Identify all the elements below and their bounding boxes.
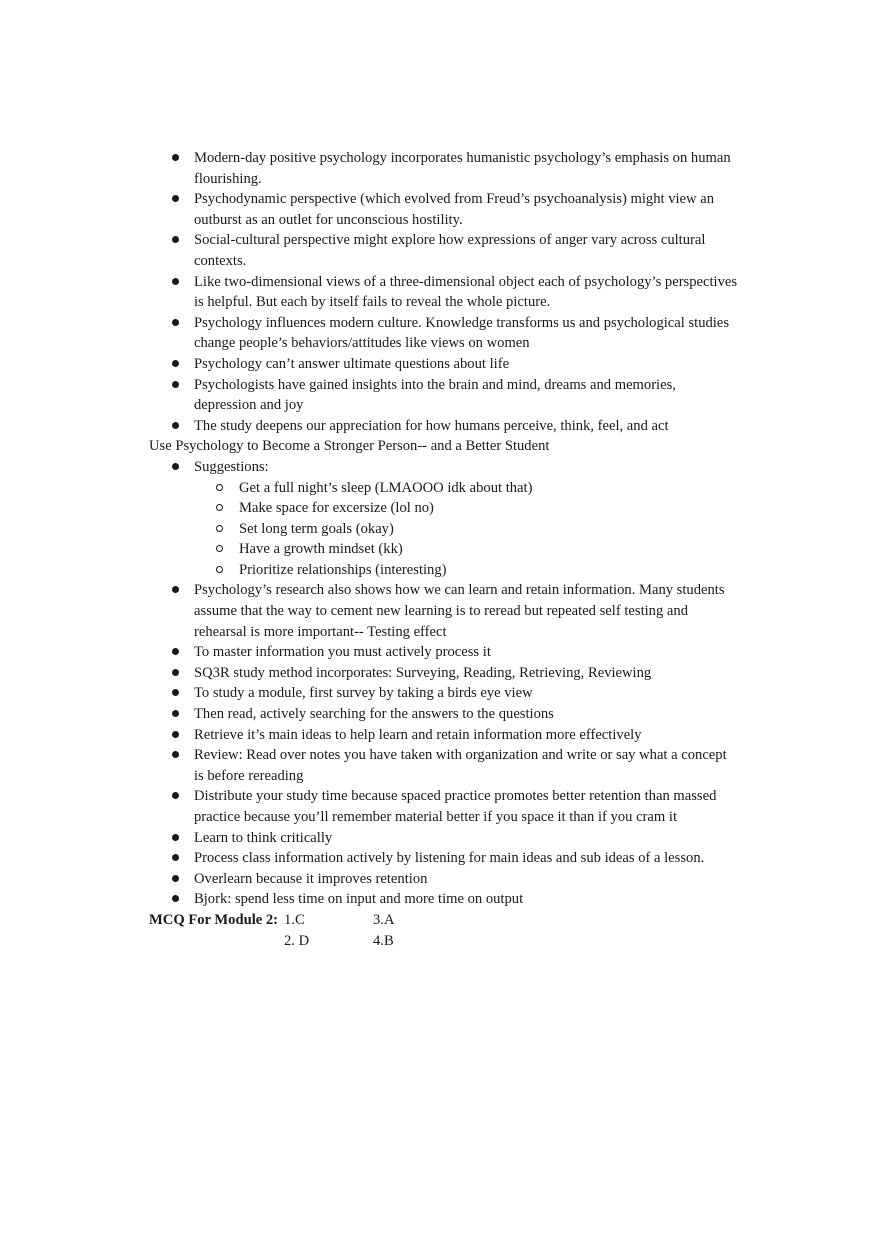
sub-list-item: Have a growth mindset (kk) xyxy=(149,539,739,560)
section-heading: Use Psychology to Become a Stronger Person-- and a Better Student xyxy=(149,438,550,455)
list-item: Overlearn because it improves retention xyxy=(149,869,739,890)
list-item: Psychology’s research also shows how we can learn and retain information. Many students assume that the way to cement new learning is to reread but repeated self testing and rehearsal is more important-- Testing effect xyxy=(149,580,739,642)
mcq-answer: 4.B xyxy=(373,932,394,949)
list-item: Process class information actively by listening for main ideas and sub ideas of a lesson. xyxy=(149,848,739,869)
mcq-answer: 3.A xyxy=(373,911,395,928)
suggestions-sublist xyxy=(194,478,739,581)
list-item: Modern-day positive psychology incorporates humanistic psychology’s emphasis on human flourishing. xyxy=(149,148,739,189)
list-item: Bjork: spend less time on input and more time on output xyxy=(149,889,739,910)
list-item-suggestions xyxy=(149,457,739,581)
mcq-answer: 2. D xyxy=(284,932,310,949)
list-item: Like two-dimensional views of a three-dimensional object each of psychology’s perspectives is helpful. But each by itself fails to reveal the whole picture. xyxy=(149,272,739,313)
list-item: Psychology can’t answer ultimate questions about life xyxy=(149,354,739,375)
bullet-list-study xyxy=(149,457,739,910)
list-item: Social-cultural perspective might explore how expressions of anger vary across cultural contexts. xyxy=(149,230,739,271)
list-item: SQ3R study method incorporates: Surveying, Reading, Retrieving, Reviewing xyxy=(149,663,739,684)
list-item: Distribute your study time because spaced practice promotes better retention than massed practice because you’ll remember material better if you space it than if you cram it xyxy=(149,786,739,827)
mcq-answers xyxy=(149,910,739,952)
list-item: Learn to think critically xyxy=(149,828,739,849)
mcq-label: MCQ For Module 2: xyxy=(149,911,279,928)
list-item: Psychodynamic perspective (which evolved from Freud’s psychoanalysis) might view an outburst as an outlet for unconscious hostility. xyxy=(149,189,739,230)
sub-list-item: Get a full night’s sleep (LMAOOO idk about that) xyxy=(149,478,739,499)
list-item: To study a module, first survey by taking a birds eye view xyxy=(149,683,739,704)
list-item: Review: Read over notes you have taken with organization and write or say what a concept is before rereading xyxy=(149,745,739,786)
suggestions-label: Suggestions: xyxy=(194,458,269,475)
sub-list-item: Make space for excersize (lol no) xyxy=(149,498,739,519)
sub-list-item: Set long term goals (okay) xyxy=(149,519,739,540)
bullet-list-perspectives xyxy=(149,148,739,436)
sub-list-item: Prioritize relationships (interesting) xyxy=(149,560,739,581)
list-item: Psychology influences modern culture. Knowledge transforms us and psychological studies change people’s behaviors/attitudes like views on women xyxy=(149,313,739,354)
list-item: Psychologists have gained insights into the brain and mind, dreams and memories, depression and joy xyxy=(149,375,739,416)
notes-content xyxy=(149,148,739,952)
mcq-answer: 1.C xyxy=(284,911,305,928)
list-item: Retrieve it’s main ideas to help learn and retain information more effectively xyxy=(149,725,739,746)
list-item: The study deepens our appreciation for how humans perceive, think, feel, and act xyxy=(149,416,739,437)
list-item: To master information you must actively process it xyxy=(149,642,739,663)
list-item: Then read, actively searching for the answers to the questions xyxy=(149,704,739,725)
